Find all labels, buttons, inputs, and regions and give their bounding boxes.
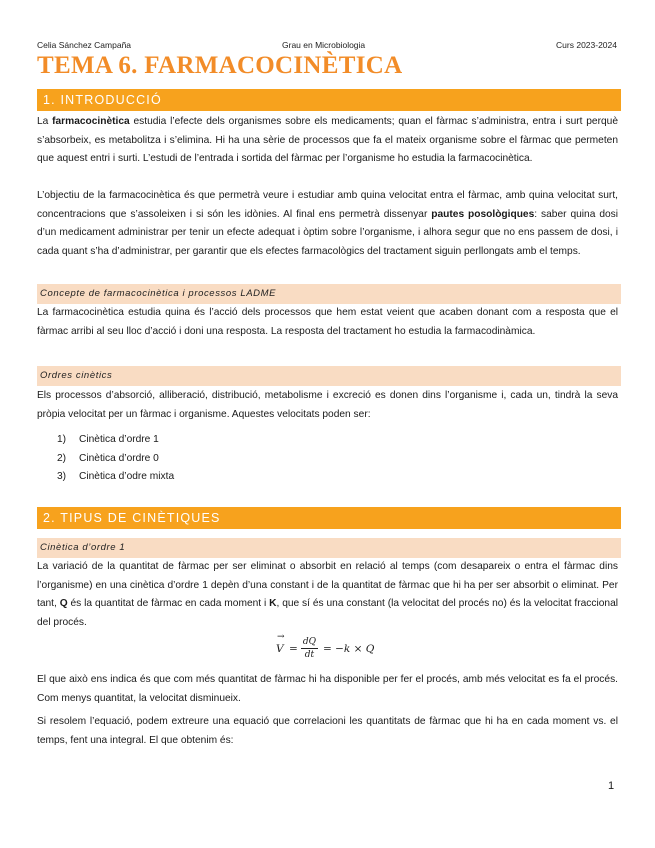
ladme-paragraph: La farmacocinètica estudia quina és l’acció dels processos que hem estat veient que acaben donant com a resposta que el fàrmac arribi al seu lloc d’acció i doni una resposta. La resposta del tractament ho estudia la farmacodinàmica. (37, 307, 618, 337)
list-item: 3) Cinètica d’odre mixta (57, 471, 175, 482)
header-author: Celia Sánchez Campaña (37, 40, 132, 50)
section-heading-tipus-cinetiques: 2. TIPUS DE CINÈTIQUES (37, 507, 621, 529)
header-course: Curs 2023-2024 (556, 40, 617, 50)
document-title: TEMA 6. FARMACOCINÈTICA (37, 52, 403, 79)
first-order-equation: → V = dQ dt = −k × Q (276, 632, 375, 660)
term-farmacocinetica: farmacocinètica (52, 116, 130, 127)
order1-paragraph-3: Si resolem l’equació, podem extreure una equació que correlacioni les quantitats de fàrmac que hi ha en cada moment vs. el temps, fent una integral. El que obtenim és: (37, 716, 618, 746)
header-degree: Grau en Microbiologia (282, 40, 366, 50)
section-heading-introduccio: 1. INTRODUCCIÓ (37, 89, 621, 111)
list-item: 1) Cinètica d’ordre 1 (57, 434, 159, 445)
list-item: 2) Cinètica d’ordre 0 (57, 452, 159, 464)
intro-paragraph-2: L’objectiu de la farmacocinètica és que permetrà veure i estudiar amb quina velocitat entra el fàrmac, amb quina velocitat surt, concentracions que s’assoleixen i si són les idònies. Al final ens permetrà dissenyar pautes posològiques: saber quina dosi d’un medicament administrar per tenir un efecte adequat i òptim sobre l’organisme, i alhora segur que no ens passem de dosi, i cada quant s’ha d’administrar, per garantir que els efectes farmacològics del tractament siguin perllongats amb el temps. (37, 190, 619, 257)
equation-fraction: dQ dt (302, 637, 317, 660)
kinetic-orders-list (37, 431, 597, 487)
subsection-heading-ordres-cinetics: Ordres cinètics (37, 366, 621, 386)
order1-paragraph-1: La variació de la quantitat de fàrmac per ser eliminat o absorbit en relació al temps (com desapareix o entra el fàrmac dins l’organisme) en una cinètica d’ordre 1 depèn d’una constant i de la quantitat de fàrmac que hi ha per ser absorbit o eliminat. Per tant, Q és la quantitat de fàrmac en cada moment i K, que sí és una constant (la velocitat del procés no) és la velocitat fraccional del procés. (37, 561, 619, 628)
subsection-heading-ladme: Concepte de farmacocinètica i processos LADME (37, 284, 621, 304)
order1-paragraph-2: El que això ens indica és que com més quantitat de fàrmac hi ha disponible per fer el procés, amb més velocitat es fa el procés. Com menys quantitat, la velocitat disminueix. (37, 674, 618, 704)
term-pautes-posologiques: pautes posològiques (431, 208, 535, 220)
page-number: 1 (608, 780, 615, 792)
subsection-heading-ordre-1: Cinètica d’ordre 1 (37, 538, 621, 558)
page-header (37, 40, 617, 52)
orders-paragraph: Els processos d’absorció, alliberació, distribució, metabolisme i excreció es donen dins l’organisme i, cada un, tindrà la seva pròpia velocitat per un fàrmac i organisme. Aquestes velocitats poden ser: (37, 390, 618, 420)
intro-paragraph-1: La farmacocinètica estudia l’efecte dels organismes sobre els medicaments; quan el fàrmac s’administra, entra i surt perquè s’absorbeix, es metabolitza i s’elimina. Hi ha una sèrie de processos que fa el mateix organisme sobre el fàrmac que permeten que aquest entri i surti. L’estudi de l’entrada i sortida del fàrmac per l’organisme ho estudia la farmacocinètica. (37, 116, 618, 164)
